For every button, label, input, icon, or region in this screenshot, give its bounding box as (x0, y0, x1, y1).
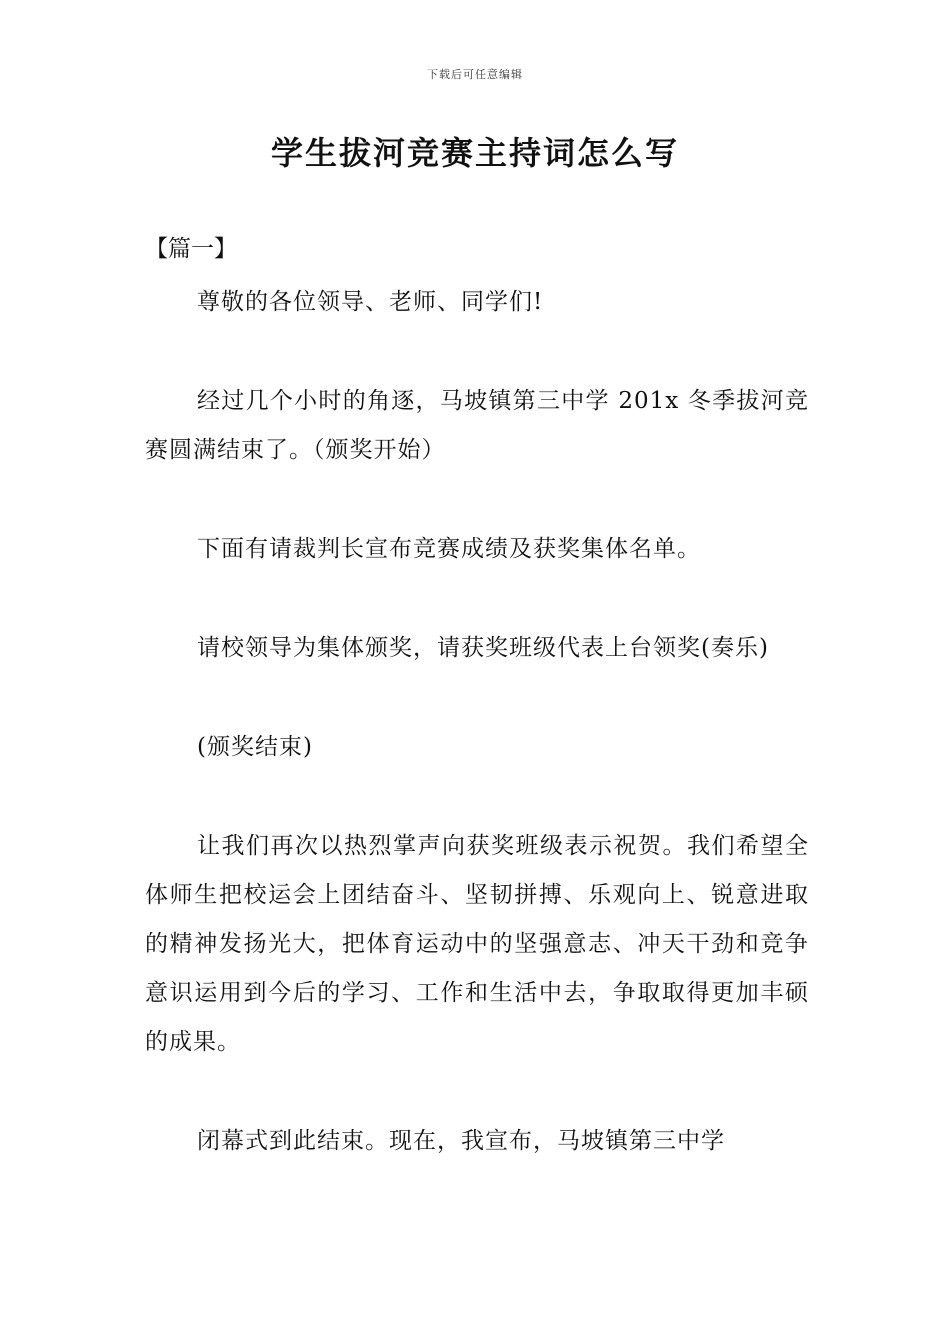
paragraph-results-announcement: 下面有请裁判长宣布竞赛成绩及获奖集体名单。 (197, 536, 701, 562)
header-note: 下载后可任意编辑 (427, 68, 523, 81)
paragraph-competition-end: 经过几个小时的角逐，马坡镇第三中学 201x 冬季拔河竞赛圆满结束了。（颁奖开始） (145, 388, 809, 463)
document-body (145, 228, 809, 1216)
paragraph-congratulations: 让我们再次以热烈掌声向获奖班级表示祝贺。我们希望全体师生把校运会上团结奋斗、坚韧拼搏、乐观向上、锐意进取的精神发扬光大，把体育运动中的坚强意志、冲天干劲和竞争意识运用到今后的学习、工作和生活中去，争取取得更加丰硕的成果。 (145, 833, 809, 1055)
paragraph-award-end: (颁奖结束) (197, 734, 313, 760)
section-label: 【篇一】 (145, 236, 237, 262)
paragraph-greeting: 尊敬的各位领导、老师、同学们! (197, 289, 544, 315)
paragraph-closing: 闭幕式到此结束。现在，我宣布，马坡镇第三中学 (197, 1128, 725, 1154)
document-title: 学生拔河竞赛主持词怎么写 (270, 134, 679, 172)
paragraph-award-presentation: 请校领导为集体颁奖，请获奖班级代表上台领奖(奏乐) (197, 635, 769, 661)
